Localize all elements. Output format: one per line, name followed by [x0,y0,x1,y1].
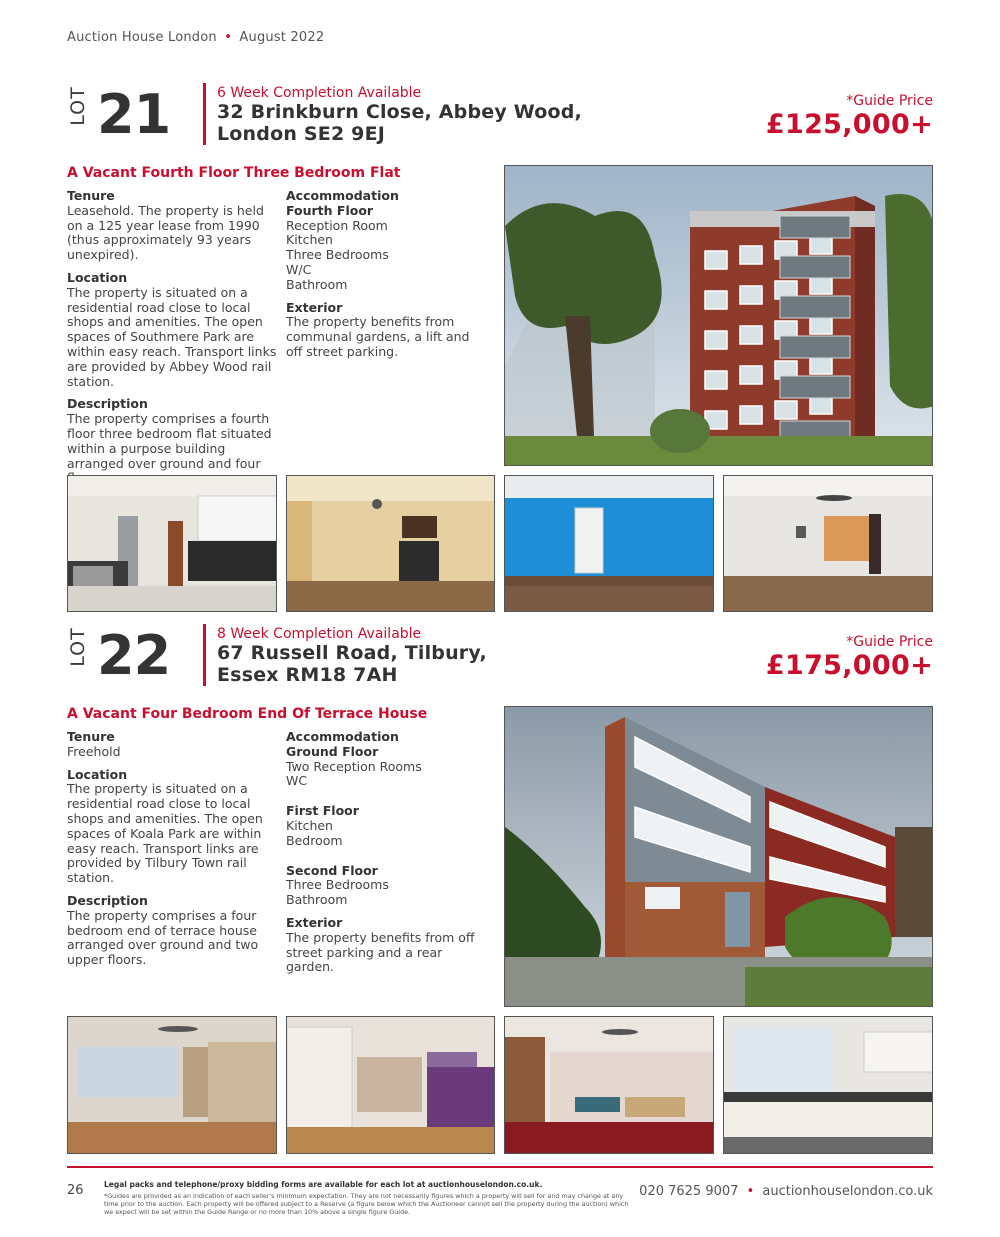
property-subheading: A Vacant Fourth Floor Three Bedroom Flat [67,165,401,181]
room-item: Three Bedrooms [286,247,389,263]
lot-number: 21 [97,83,171,146]
bedroom-photo [723,475,933,612]
location-text: The property is situated on a residential road close to local shops and amenities. The open spaces of Southmere Park are within easy reach. Transport links are provided by Abbey Wood rail station. [67,284,277,389]
contact-separator: • [746,1184,755,1199]
room-item: Kitchen [286,817,333,833]
description-text: The property comprises a four bedroom end of terrace house arranged over ground and two upper floors. [67,907,259,968]
property-address [217,642,487,686]
address-line: 32 Brinkburn Close, Abbey Wood, [217,101,582,123]
floor-title: First Floor [286,803,359,819]
bedroom-wardrobe-photo [286,1016,495,1154]
section-title: Description [67,892,148,908]
completion-note: 6 Week Completion Available [217,85,422,101]
room-item: Bathroom [286,892,348,908]
room-item: WC [286,773,308,789]
address-line: London SE2 9EJ [217,123,386,145]
property-address [217,101,582,145]
section-title: Accommodation [286,188,399,203]
floor-title: Second Floor [286,862,378,878]
website-link[interactable]: auctionhouselondon.co.uk [762,1184,933,1199]
room-item: Reception Room [286,217,388,233]
property-subheading: A Vacant Four Bedroom End Of Terrace House [67,706,428,722]
room-item: Kitchen [286,232,333,248]
floor-title: Fourth Floor [286,202,374,218]
header-separator: • [224,30,233,45]
guide-price-label: *Guide Price [846,634,933,650]
section-title: Accommodation [286,729,399,744]
page-number: 26 [67,1183,84,1198]
exterior-text: The property benefits from off street parking and a rear garden. [286,929,475,975]
section-title: Location [67,269,128,285]
section-title: Tenure [67,188,115,203]
guide-price: £125,000+ [765,109,933,140]
bedroom-photo [67,1016,277,1154]
phone-number: 020 7625 9007 [639,1184,739,1199]
lot-label: LOT [67,627,89,667]
legal-packs-note: Legal packs and telephone/proxy bidding forms are available for each lot at auctionhouselondon.co.uk. [104,1180,543,1189]
address-line: 67 Russell Road, Tilbury, [217,642,487,664]
blue-bedroom-photo [504,475,714,612]
details-column-right [286,189,486,368]
reception-room-photo [504,1016,714,1154]
lot-number: 22 [97,624,171,687]
section-title: Exterior [286,914,343,930]
kitchen-photo [723,1016,933,1154]
reception-room-photo [286,475,495,612]
section-title: Exterior [286,299,343,315]
section-title: Tenure [67,729,115,744]
details-column-left [67,730,279,976]
room-item: Bedroom [286,832,343,848]
completion-note: 8 Week Completion Available [217,626,422,642]
room-item: Two Reception Rooms [286,758,422,774]
tenure-text: Freehold [67,743,121,759]
section-title: Location [67,766,128,782]
kitchen-photo [67,475,277,612]
page-header [67,30,324,45]
lot-divider [203,624,206,686]
exterior-text: The property benefits from communal gardens, a lift and off street parking. [286,314,470,359]
details-column-left [67,189,277,494]
location-text: The property is situated on a residential road close to local shops and amenities. The open spaces of Koala Park are within easy reach. Transport links are provided by Tilbury Town rail station. [67,781,263,886]
exterior-photo [504,165,933,466]
room-item: Three Bedrooms [286,877,389,893]
floor-title: Ground Floor [286,743,379,759]
room-item: W/C [286,261,312,277]
issue-date: August 2022 [239,30,325,45]
guide-disclaimer: *Guides are provided as an indication of each seller's minimum expectation. They are not necessarily figures which a property will sell for and may change at any time prior to the auction. Each property will be offered subject to a Reserve (a figure below which the Auctioneer cannot sell the property during the auction) which we expect will be set within the Guide Range or no more than 10% above a single figure Guide. [104,1192,629,1216]
guide-price: £175,000+ [765,650,933,681]
contact-details [639,1184,933,1199]
exterior-photo [504,706,933,1007]
footer-rule [67,1166,933,1168]
lot-divider [203,83,206,145]
room-item: Bathroom [286,276,348,292]
publisher-name: Auction House London [67,30,217,45]
details-column-right [286,730,486,983]
section-title: Description [67,396,148,412]
guide-price-label: *Guide Price [846,93,933,109]
tenure-text: Leasehold. The property is held on a 125 year lease from 1990 (thus approximately 93 years unexpired). [67,202,264,263]
lot-label: LOT [67,86,89,126]
description-text: The property comprises a fourth floor three bedroom flat situated within a purpose building arranged over ground and four [67,411,272,471]
address-line: Essex RM18 7AH [217,664,398,686]
